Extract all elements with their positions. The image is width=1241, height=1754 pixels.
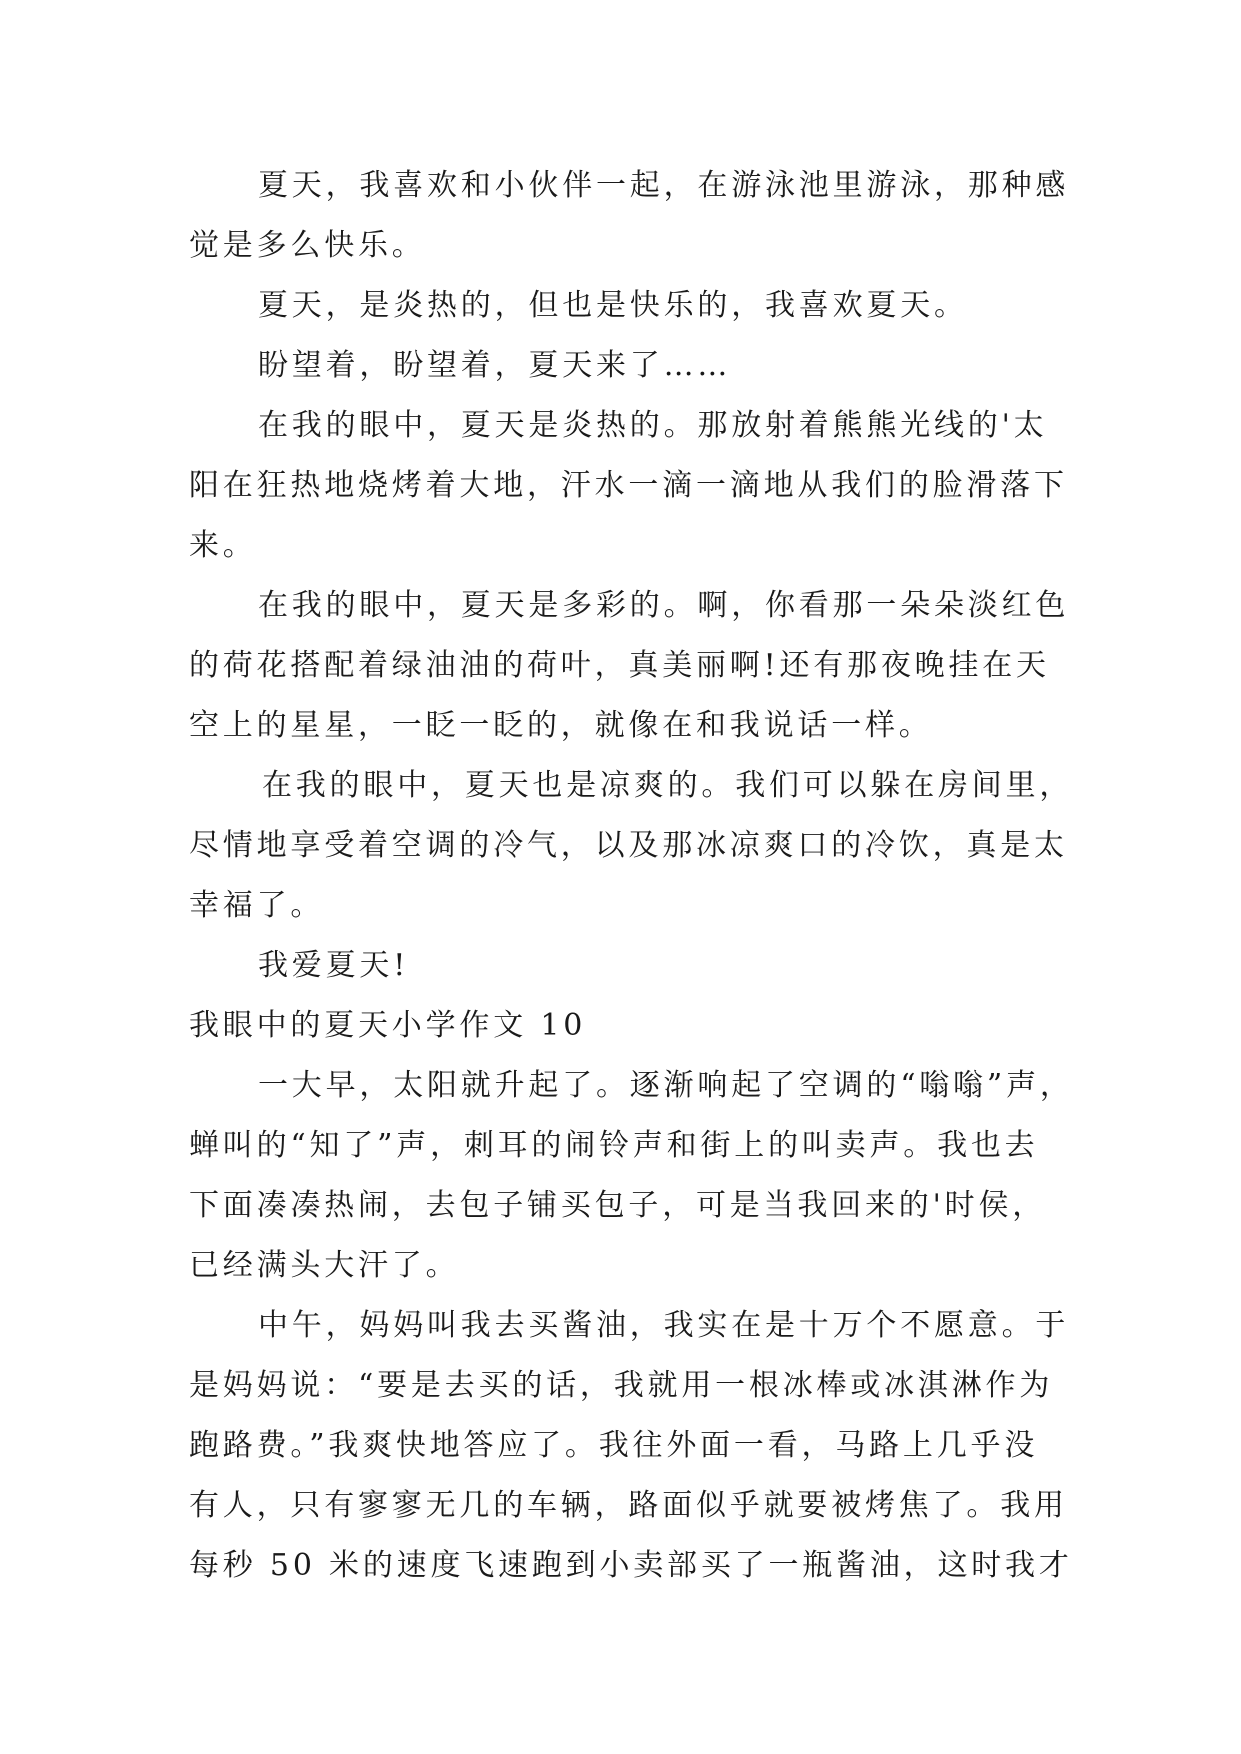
paragraph-line: 在我的眼中，夏天是炎热的。那放射着熊熊光线的'太: [258, 408, 1048, 443]
paragraph-line: 盼望着，盼望着，夏天来了……: [258, 348, 732, 383]
paragraph-line: 一大早，太阳就升起了。逐渐响起了空调的“嗡嗡”声，: [258, 1068, 1074, 1103]
section-heading: 我眼中的夏天小学作文 10: [189, 1008, 587, 1043]
paragraph-line: 已经满头大汗了。: [189, 1248, 460, 1283]
paragraph-line: 是妈妈说：“要是去买的话，我就用一根冰棒或冰淇淋作为: [189, 1368, 1054, 1403]
paragraph-line: 跑路费。”我爽快地答应了。我往外面一看，马路上几乎没: [189, 1428, 1039, 1463]
paragraph-line: 觉是多么快乐。: [189, 228, 426, 263]
paragraph-line: 每秒 50 米的速度飞速跑到小卖部买了一瓶酱油，这时我才: [189, 1548, 1073, 1583]
paragraph-line: 蝉叫的“知了”声，刺耳的闹铃声和街上的叫卖声。我也去: [189, 1128, 1039, 1163]
paragraph-line: 在我的眼中，夏天是多彩的。啊，你看那一朵朵淡红色: [258, 588, 1070, 623]
paragraph-line: 幸福了。: [189, 888, 325, 923]
paragraph-line: 尽情地享受着空调的冷气，以及那冰凉爽口的冷饮，真是太: [189, 828, 1068, 863]
paragraph-line: 在我的眼中，夏天也是凉爽的。我们可以躲在房间里，: [262, 768, 1074, 803]
paragraph-line: 阳在狂热地烧烤着大地，汗水一滴一滴地从我们的脸滑落下: [189, 468, 1068, 503]
paragraph-line: 夏天，我喜欢和小伙伴一起，在游泳池里游泳，那种感: [258, 168, 1070, 203]
paragraph-line: 下面凑凑热闹，去包子铺买包子，可是当我回来的'时侯，: [189, 1188, 1047, 1223]
paragraph-line: 空上的星星，一眨一眨的，就像在和我说话一样。: [189, 708, 933, 743]
paragraph-line: 有人，只有寥寥无几的车辆，路面似乎就要被烤焦了。我用: [189, 1488, 1068, 1523]
paragraph-line: 中午，妈妈叫我去买酱油，我实在是十万个不愿意。于: [258, 1308, 1070, 1343]
paragraph-line: 夏天，是炎热的，但也是快乐的，我喜欢夏天。: [258, 288, 968, 323]
paragraph-line: 的荷花搭配着绿油油的荷叶，真美丽啊!还有那夜晚挂在天: [189, 648, 1050, 683]
paragraph-line: 我爱夏天!: [258, 948, 410, 983]
paragraph-line: 来。: [189, 528, 257, 563]
